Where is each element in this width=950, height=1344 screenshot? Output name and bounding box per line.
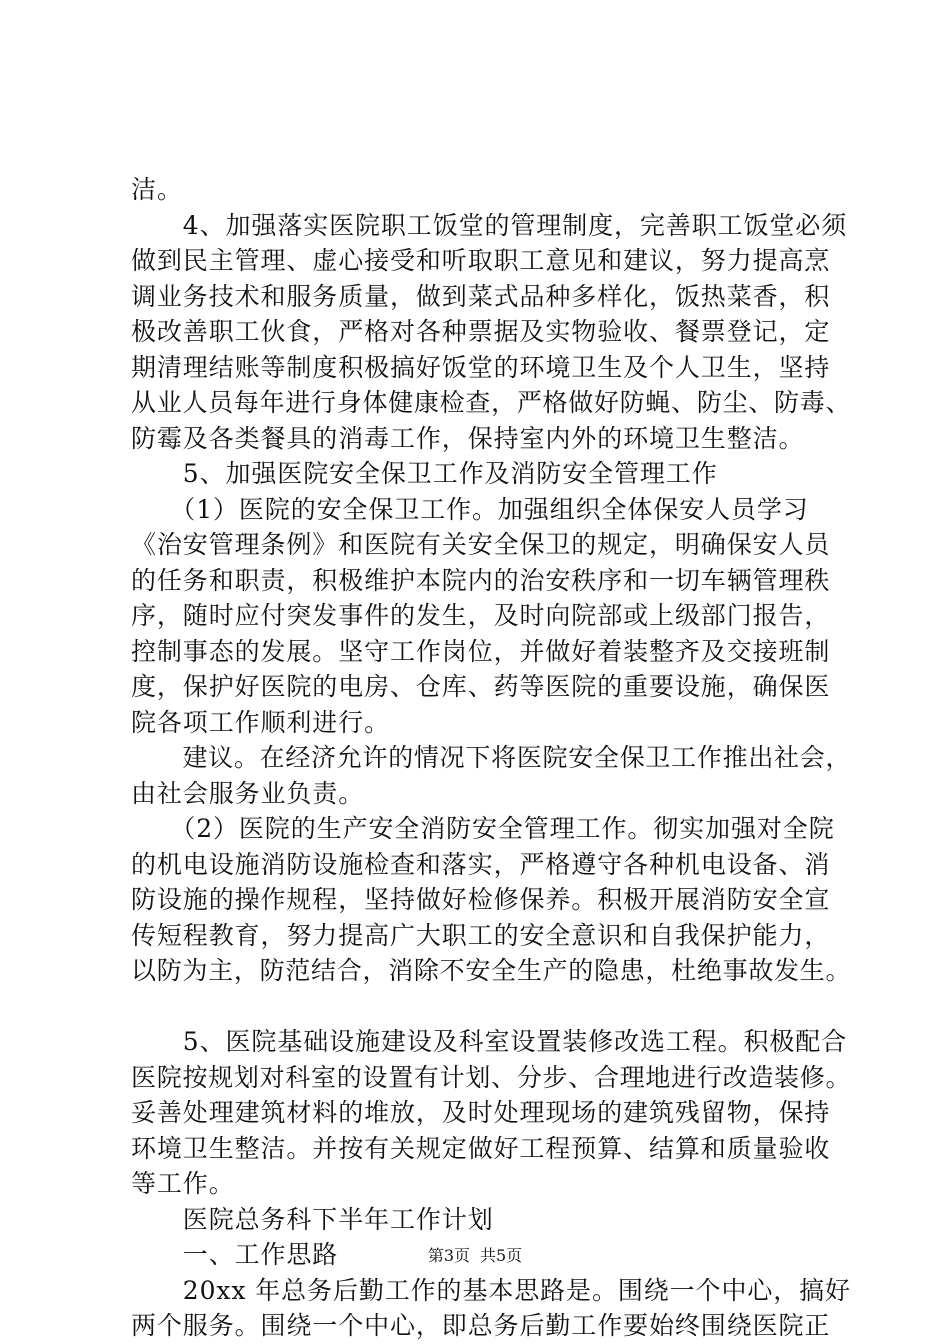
text-line: 以防为主，防范结合，消除不安全生产的隐患，杜绝事故发生。: [131, 956, 852, 985]
document-body: [131, 172, 851, 1344]
text-line: 5、医院基础设施建设及科室设置装修改选工程。积极配合: [131, 1027, 848, 1056]
text-line: （1）医院的安全保卫工作。加强组织全体保安人员学习: [131, 494, 809, 524]
text-line: 4、加强落实医院职工饭堂的管理制度，完善职工饭堂必须: [131, 210, 848, 240]
text-line: 期清理结账等制度积极搞好饭堂的环境卫生及个人卫生，坚持: [131, 352, 831, 382]
page-number: 第3页: [427, 1246, 470, 1265]
text-line: 妥善处理建筑材料的堆放，及时处理现场的建筑残留物，保持: [131, 1098, 831, 1127]
text-line: 医院按规划对科室的设置有计划、分步、合理地进行改造装修。: [131, 1062, 852, 1092]
text-line: 序，随时应付突发事件的发生，及时向院部或上级部门报告，: [131, 601, 831, 630]
text-line: 《治安管理条例》和医院有关安全保卫的规定，明确保安人员: [131, 530, 831, 559]
text-line: 的机电设施消防设施检查和落实，严格遵守各种机电设备、消: [131, 849, 831, 879]
text-line: 调业务技术和服务质量，做到菜式品种多样化，饭热菜香，积: [131, 281, 831, 311]
text-line: 院各项工作顺利进行。: [131, 707, 391, 737]
text-line: 20xx 年总务后勤工作的基本思路是。围绕一个中心，搞好: [131, 1275, 851, 1305]
text-line: 建议。在经济允许的情况下将医院安全保卫工作推出社会，: [131, 743, 852, 772]
text-line: 做到民主管理、虚心接受和听取职工意见和建议，努力提高烹: [131, 246, 831, 275]
text-line: 控制事态的发展。坚守工作岗位，并做好着装整齐及交接班制: [131, 636, 831, 666]
blank-line: [131, 989, 851, 1025]
text-line: 环境卫生整洁。并按有关规定做好工程预算、结算和质量验收: [131, 1133, 831, 1163]
page-total: 共5页: [480, 1246, 523, 1265]
text-line: 5、加强医院安全保卫工作及消防安全管理工作: [131, 459, 718, 488]
text-line: 的任务和职责，积极维护本院内的治安秩序和一切车辆管理秩: [131, 565, 831, 595]
page-footer: [0, 1246, 950, 1266]
text-line: 防设施的操作规程，坚持做好检修保养。积极开展消防安全宣: [131, 885, 831, 914]
text-line: 由社会服务业负责。: [131, 778, 365, 808]
text-line: 等工作。: [131, 1169, 235, 1198]
text-line: 医院总务科下半年工作计划: [131, 1204, 494, 1234]
text-line: 度，保护好医院的电房、仓库、药等医院的重要设施，确保医: [131, 672, 831, 701]
text-line: （2）医院的生产安全消防安全管理工作。彻实加强对全院: [131, 814, 835, 843]
text-line: 洁。: [131, 175, 183, 204]
text-line: 一、工作思路: [131, 1240, 339, 1269]
text-line: 两个服务。围绕一个中心，即总务后勤工作要始终围绕医院正: [131, 1311, 831, 1340]
text-line: 极改善职工伙食，严格对各种票据及实物验收、餐票登记，定: [131, 317, 831, 346]
text-line: 防霉及各类餐具的消毒工作，保持室内外的环境卫生整洁。: [131, 423, 805, 453]
text-line: 从业人员每年进行身体健康检查，严格做好防蝇、防尘、防毒、: [131, 388, 852, 417]
text-line: 传短程教育，努力提高广大职工的安全意识和自我保护能力，: [131, 920, 831, 950]
